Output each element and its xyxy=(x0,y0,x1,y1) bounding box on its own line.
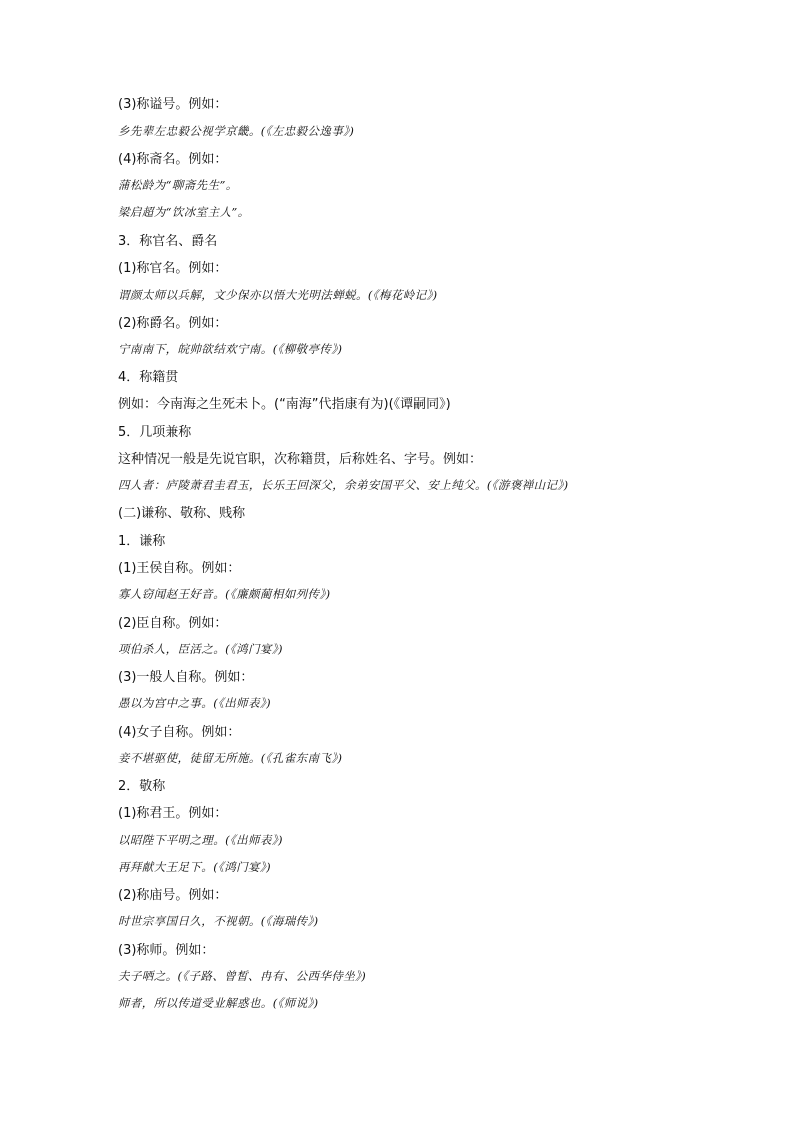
heading-minister-self: (2)臣自称。例如： xyxy=(118,616,228,631)
example-line: 以昭陛下平明之理。(《出师表》) xyxy=(118,833,283,847)
example-line: 妾不堪驱使，徒留无所施。(《孔雀东南飞》) xyxy=(118,751,343,765)
combined-description: 这种情况一般是先说官职，次称籍贯，后称姓名、字号。例如： xyxy=(118,452,483,467)
example-line: 时世宗享国日久，不视朝。(《海瑞传》) xyxy=(118,914,319,928)
part-heading-honorifics: (二)谦称、敬称、贱称 xyxy=(118,506,246,521)
example-line: 蒲松龄为“聊斋先生”。 xyxy=(118,178,238,192)
example-line: 寡人窃闻赵王好音。(《廉颇蔺相如列传》) xyxy=(118,587,331,601)
heading-teacher: (3)称师。例如： xyxy=(118,943,215,958)
heading-official-name: (1)称官名。例如： xyxy=(118,261,228,276)
heading-common-self: (3)一般人自称。例如： xyxy=(118,670,254,685)
heading-prince-self: (1)王侯自称。例如： xyxy=(118,561,241,576)
example-line: 愚以为宫中之事。(《出师表》) xyxy=(118,696,271,710)
example-line: 夫子哂之。(《子路、曾皙、冉有、公西华侍坐》) xyxy=(118,969,367,983)
section-heading-humble: 1．谦称 xyxy=(118,534,166,549)
example-line: 再拜献大王足下。(《鸿门宴》) xyxy=(118,860,271,874)
section-heading-combined: 5．几项兼称 xyxy=(118,425,192,440)
example-line: 师者，所以传道受业解惑也。(《师说》) xyxy=(118,996,319,1010)
example-line: 乡先辈左忠毅公视学京畿。(《左忠毅公逸事》) xyxy=(118,124,355,138)
heading-temple-name: (2)称庙号。例如： xyxy=(118,888,228,903)
example-line: 项伯杀人，臣活之。(《鸿门宴》) xyxy=(118,642,283,656)
example-line: 宁南南下，皖帅欲结欢宁南。(《柳敬亭传》) xyxy=(118,342,343,356)
section-heading-native-place: 4．称籍贯 xyxy=(118,370,179,385)
section-heading-official-title: 3．称官名、爵名 xyxy=(118,234,218,249)
heading-studio-name: (4)称斋名。例如： xyxy=(118,152,228,167)
heading-posthumous-title: (3)称谥号。例如： xyxy=(118,97,228,112)
example-native-place: 例如：今南海之生死未卜。(“南海”代指康有为)(《谭嗣同》) xyxy=(118,397,451,412)
heading-woman-self: (4)女子自称。例如： xyxy=(118,725,241,740)
example-line: 梁启超为“饮冰室主人”。 xyxy=(118,205,250,219)
heading-monarch: (1)称君王。例如： xyxy=(118,806,228,821)
section-heading-respectful: 2．敬称 xyxy=(118,779,166,794)
example-line: 四人者：庐陵萧君圭君玉，长乐王回深父，余弟安国平父、安上纯父。(《游褒禅山记》) xyxy=(118,478,569,492)
example-line: 谓颜太师以兵解，文少保亦以悟大光明法蝉蜕。(《梅花岭记》) xyxy=(118,288,438,302)
heading-noble-title: (2)称爵名。例如： xyxy=(118,316,228,331)
